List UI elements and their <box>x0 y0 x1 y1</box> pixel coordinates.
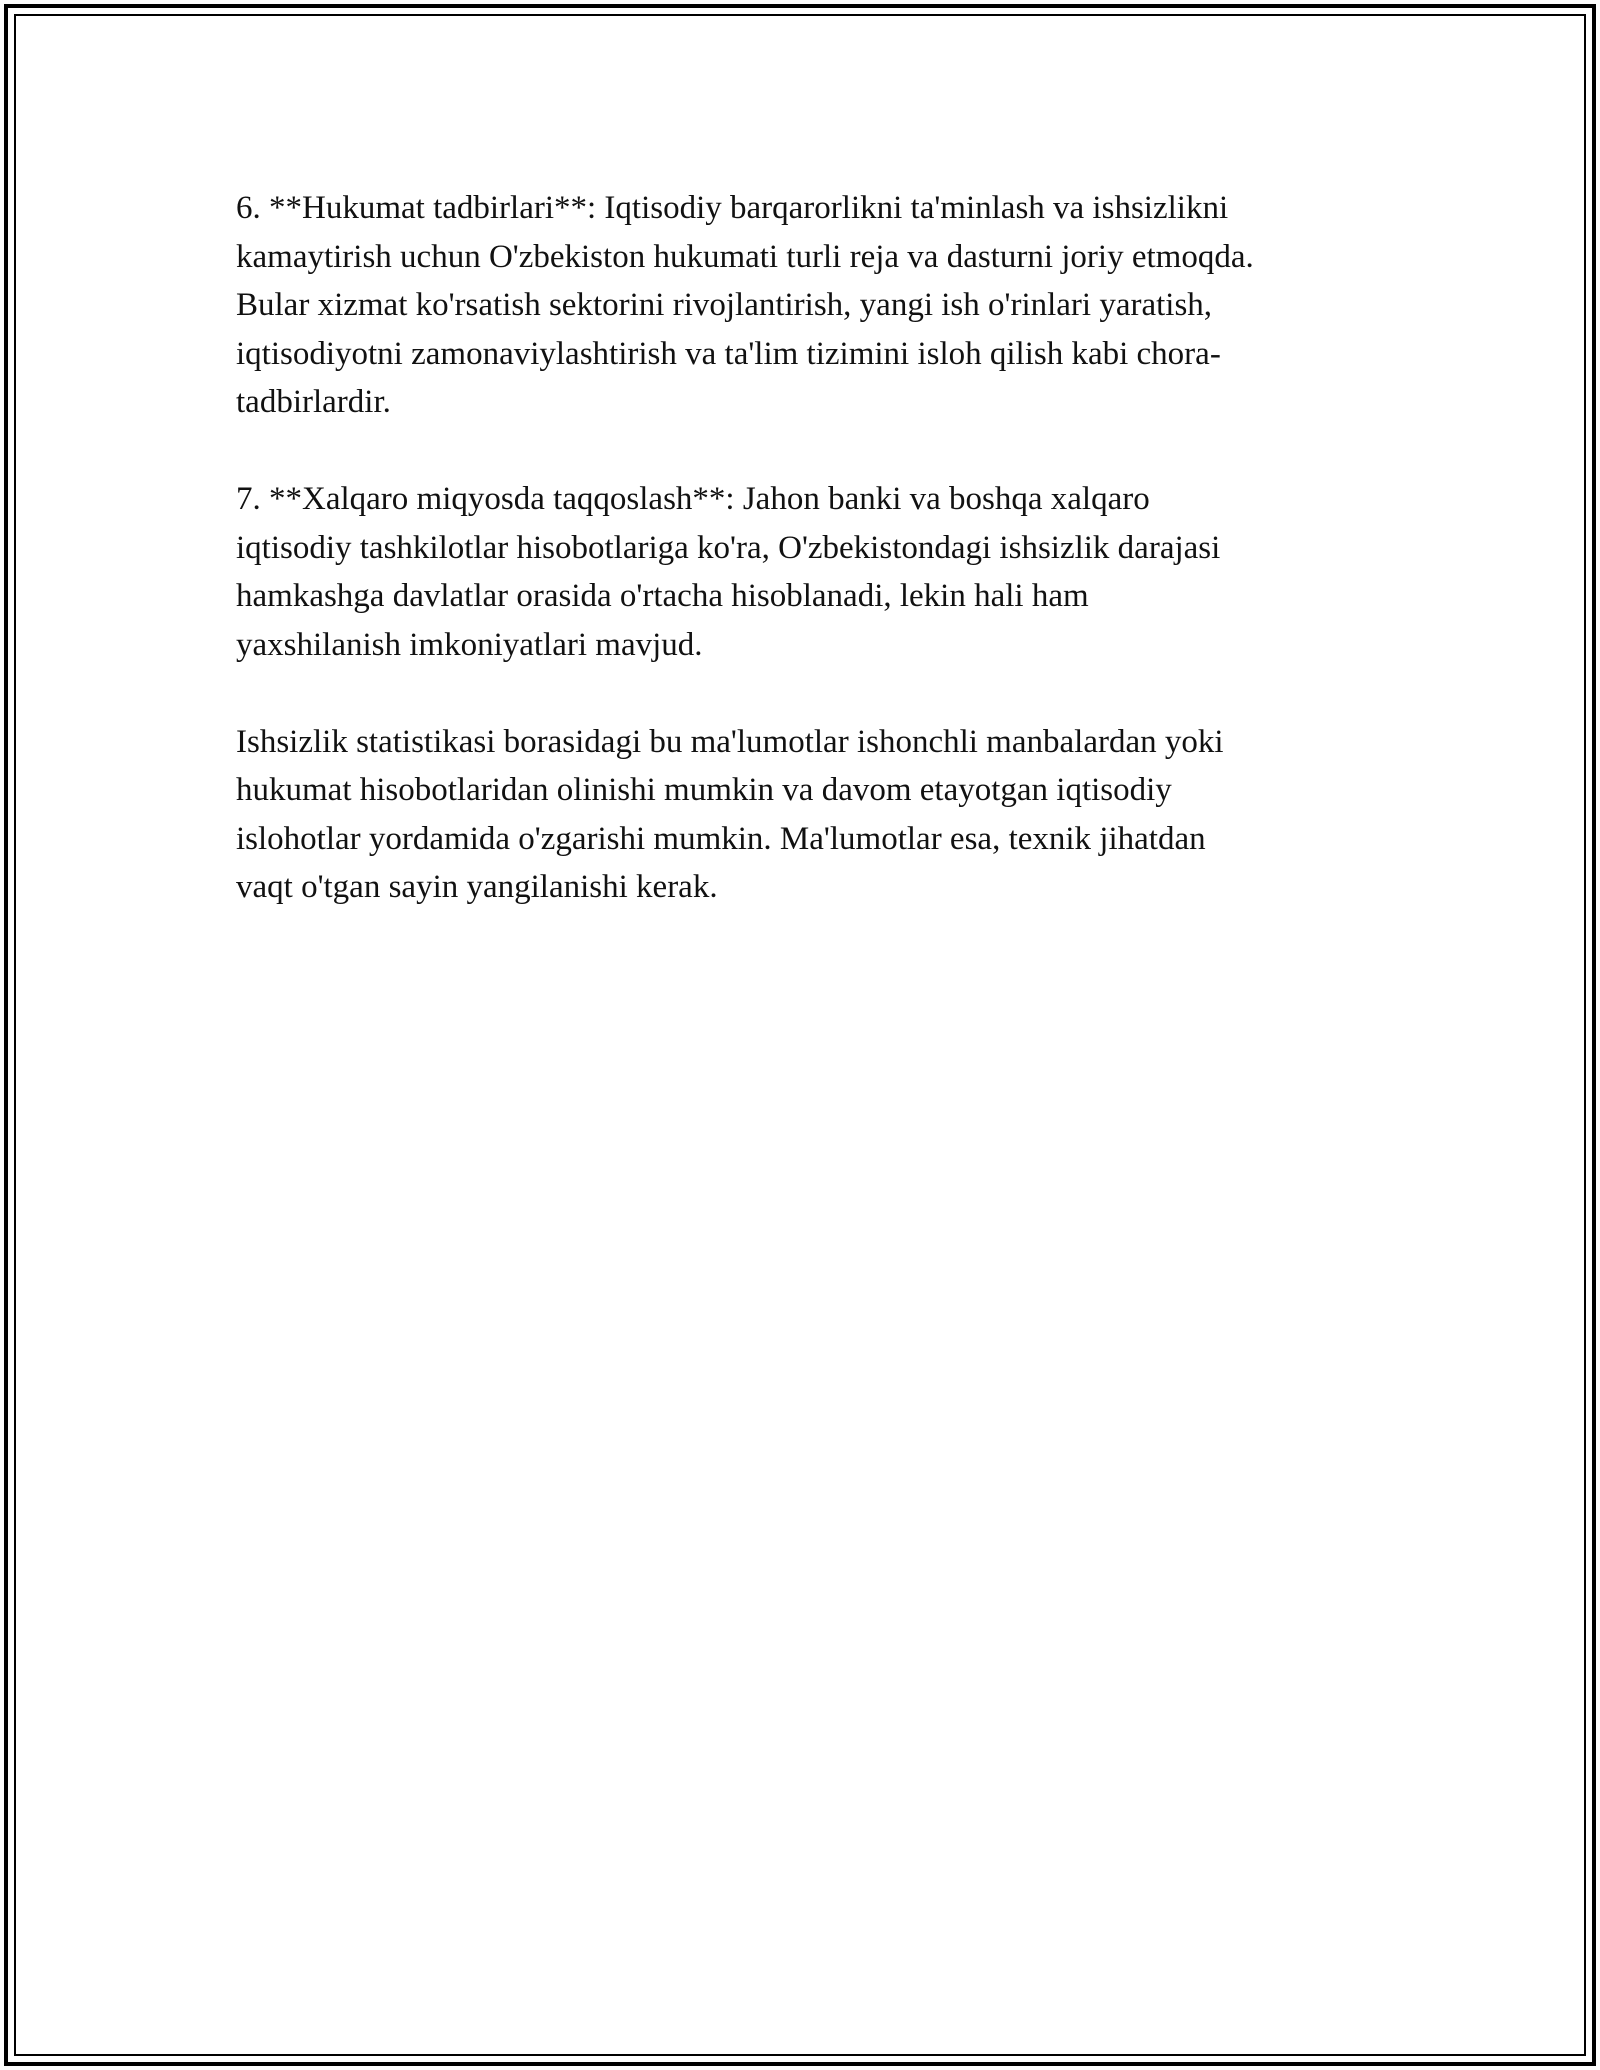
text-line: 7. **Xalqaro miqyosda taqqoslash**: Jahon banki va boshqa xalqaro <box>236 481 1150 517</box>
paragraph-government-measures <box>236 184 1386 427</box>
text-line: hukumat hisobotlaridan olinishi mumkin va davom etayotgan iqtisodiy <box>236 772 1172 808</box>
text-line: hamkashga davlatlar orasida o'rtacha hisoblanadi, lekin hali ham <box>236 578 1089 614</box>
text-line: vaqt o'tgan sayin yangilanishi kerak. <box>236 869 718 905</box>
text-line: iqtisodiy tashkilotlar hisobotlariga ko'ra, O'zbekistondagi ishsizlik darajasi <box>236 529 1221 566</box>
text-line: yaxshilanish imkoniyatlari mavjud. <box>236 626 703 663</box>
paragraph-conclusion <box>236 718 1386 912</box>
text-line: Ishsizlik statistikasi borasidagi bu ma'lumotlar ishonchli manbalardan yoki <box>236 723 1224 760</box>
paragraph-international-comparison <box>236 475 1386 669</box>
text-line: kamaytirish uchun O'zbekiston hukumati turli reja va dasturni joriy etmoqda. <box>236 238 1254 275</box>
document-body <box>236 184 1386 960</box>
text-line: iqtisodiyotni zamonaviylashtirish va ta'lim tizimini isloh qilish kabi chora- <box>236 335 1221 372</box>
text-line: 6. **Hukumat tadbirlari**: Iqtisodiy barqarorlikni ta'minlash va ishsizlikni <box>236 190 1229 226</box>
text-line: Bular xizmat ko'rsatish sektorini rivojlantirish, yangi ish o'rinlari yaratish, <box>236 287 1213 323</box>
text-line: tadbirlardir. <box>236 384 391 420</box>
text-line: islohotlar yordamida o'zgarishi mumkin. Ma'lumotlar esa, texnik jihatdan <box>236 820 1206 857</box>
